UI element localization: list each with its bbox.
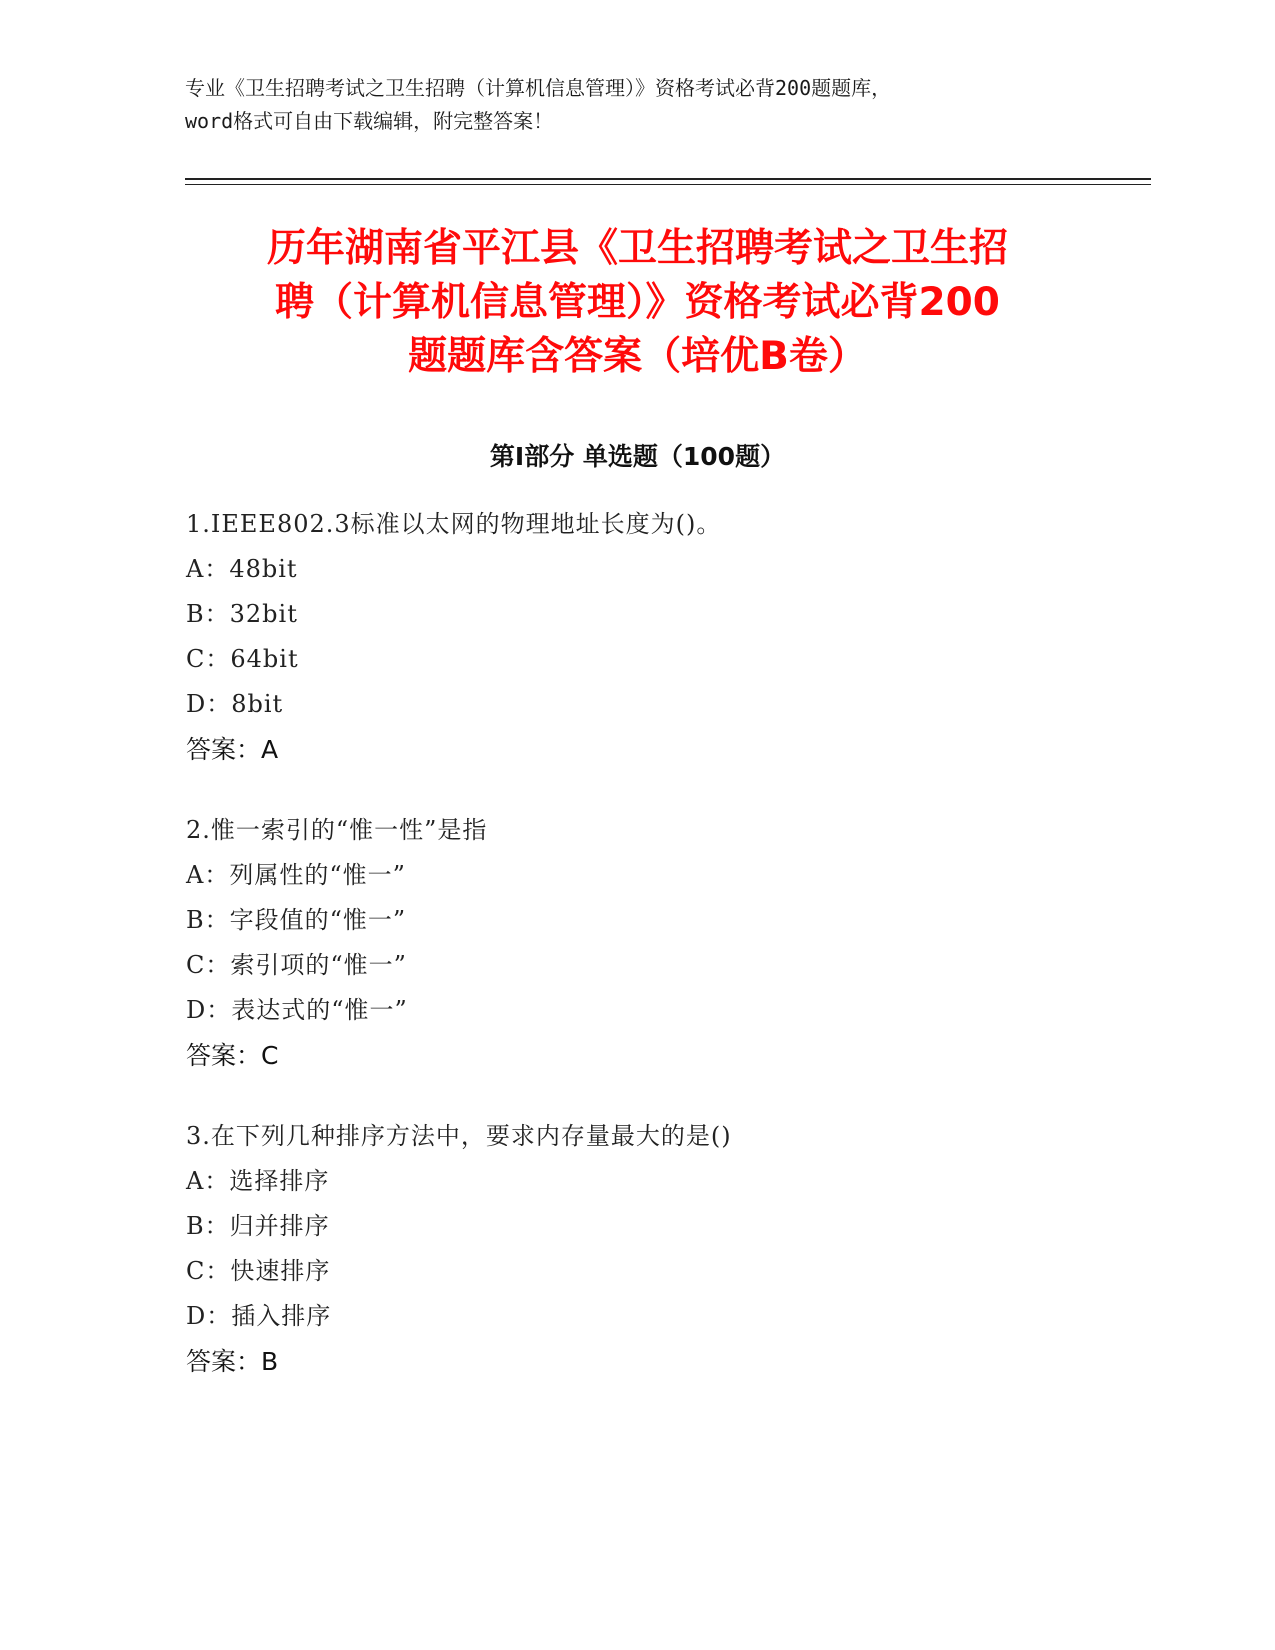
header-divider-thin: [185, 184, 1151, 185]
option-d: D：插入排序: [186, 1302, 332, 1330]
option-a: A：48bit: [186, 555, 298, 583]
question-text: 3.在下列几种排序方法中，要求内存量最大的是(): [186, 1122, 732, 1150]
question-text: 1.IEEE802.3标准以太网的物理地址长度为()。: [186, 510, 722, 538]
header-note-line-2: word格式可自由下载编辑，附完整答案！: [185, 109, 554, 133]
header-note-line-1: 专业《卫生招聘考试之卫生招聘（计算机信息管理）》资格考试必背200题题库，: [185, 76, 892, 100]
answer: 答案：C: [186, 1041, 279, 1070]
option-c: C：64bit: [186, 645, 299, 673]
question-2: [186, 808, 1146, 1078]
option-a: A：列属性的“惟一”: [186, 861, 406, 889]
option-d: D：8bit: [186, 690, 284, 718]
question-3: [186, 1114, 1146, 1384]
header-divider-thick: [185, 178, 1151, 180]
option-c: C：快速排序: [186, 1257, 331, 1285]
option-c: C：索引项的“惟一”: [186, 951, 407, 979]
document-title-line-2: 聘（计算机信息管理）》资格考试必背200: [275, 280, 1000, 325]
answer: 答案：B: [186, 1347, 279, 1376]
question-1: [186, 502, 1146, 772]
header-note: [185, 72, 1085, 138]
document-title: [120, 222, 1155, 384]
option-b: B：字段值的“惟一”: [186, 906, 407, 934]
option-b: B：归并排序: [186, 1212, 330, 1240]
option-d: D：表达式的“惟一”: [186, 996, 408, 1024]
document-title-line-3: 题题库含答案（培优B卷）: [408, 334, 867, 379]
question-text: 2.惟一索引的“惟一性”是指: [186, 816, 488, 844]
section-heading: 第Ⅰ部分 单选题（100题）: [489, 442, 786, 471]
document-title-line-1: 历年湖南省平江县《卫生招聘考试之卫生招: [266, 226, 1008, 271]
answer: 答案：A: [186, 735, 279, 764]
option-a: A：选择排序: [186, 1167, 330, 1195]
option-b: B：32bit: [186, 600, 298, 628]
